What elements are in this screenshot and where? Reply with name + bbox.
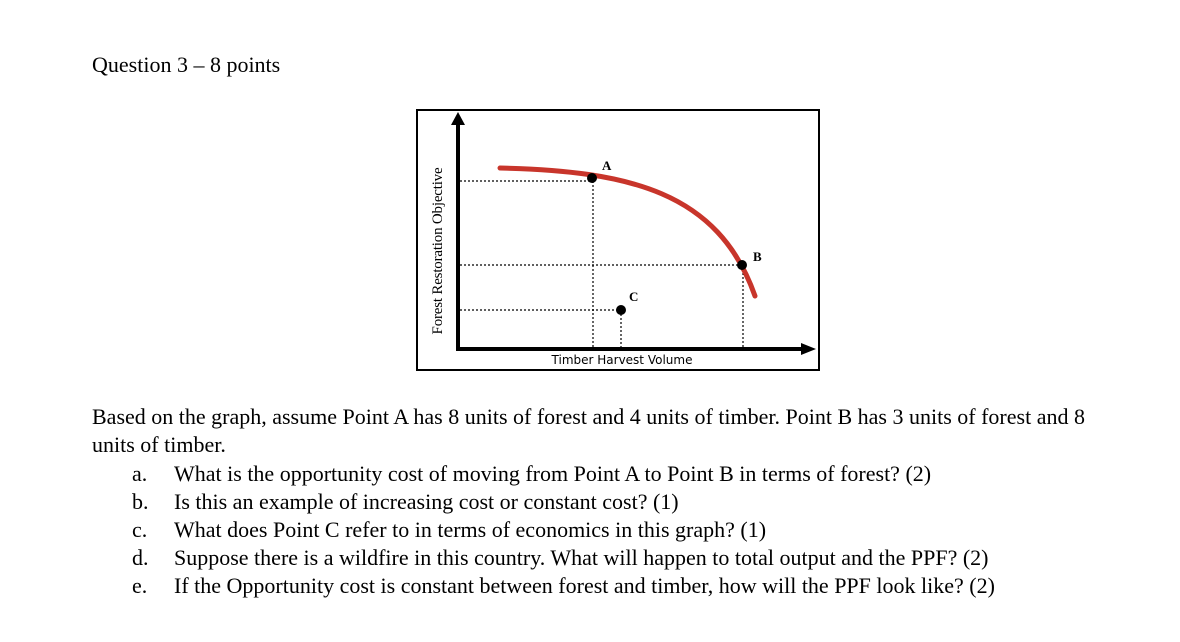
y-axis-label-wrap (428, 141, 448, 361)
sub-question (92, 488, 1152, 516)
ppf-graph (416, 109, 820, 371)
sub-question-text: What does Point C refer to in terms of economics in this graph? (1) (174, 517, 767, 542)
sub-question-text: Is this an example of increasing cost or constant cost? (1) (174, 489, 679, 514)
sub-question-letter: d. (132, 545, 149, 570)
x-axis-arrowhead (801, 343, 816, 355)
sub-question-text: If the Opportunity cost is constant between forest and timber, how will the PPF look like? (2) (174, 573, 995, 598)
point-a-marker (587, 173, 597, 183)
point-c-marker (616, 305, 626, 315)
sub-question-text: Suppose there is a wildfire in this country. What will happen to total output and the PPF? (2) (174, 545, 989, 570)
question-heading: Question 3 – 8 points (92, 52, 281, 77)
sub-question-letter: c. (132, 517, 148, 542)
question-intro: Based on the graph, assume Point A has 8 units of forest and 4 units of timber. Point B has 3 units of forest and 8 units of timber. (92, 404, 1085, 457)
sub-question (92, 460, 1152, 488)
x-axis-label: Timber Harvest Volume (551, 353, 693, 367)
sub-question-letter: b. (132, 489, 149, 514)
sub-question-letter: e. (132, 573, 148, 598)
point-b-marker (737, 260, 747, 270)
ppf-chart-svg (418, 111, 818, 369)
point-b-label: B (753, 249, 762, 264)
point-a-label: A (602, 158, 612, 173)
y-axis-label: Forest Restoration Objective (430, 167, 446, 335)
sub-question-text: What is the opportunity cost of moving from Point A to Point B in terms of forest? (2) (174, 461, 932, 486)
y-axis-arrowhead (451, 112, 465, 125)
sub-question-list (92, 460, 1152, 600)
sub-question (92, 516, 1152, 544)
sub-question (92, 572, 1152, 600)
point-c-label: C (629, 289, 639, 304)
sub-question (92, 544, 1152, 572)
sub-question-letter: a. (132, 461, 148, 486)
ppf-curve (500, 168, 755, 296)
